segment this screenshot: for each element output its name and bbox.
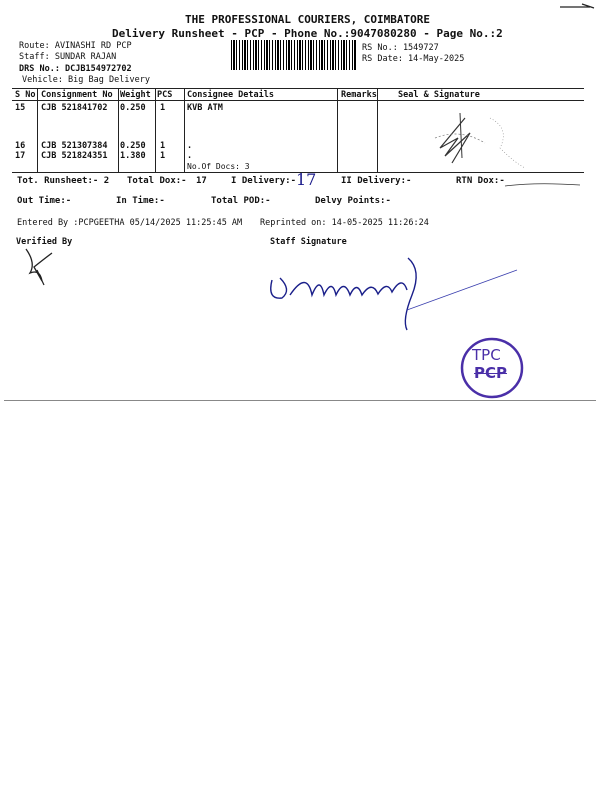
seal-signature-scribble [430, 108, 530, 178]
runsheet-subtitle: Delivery Runsheet - PCP - Phone No.:9047080280 - Page No.:2 [112, 27, 503, 40]
table-row-consignment: CJB 521841702 [41, 103, 108, 113]
barcode [231, 40, 357, 70]
col-divider [155, 88, 156, 172]
rs-number: RS No.: 1549727 [362, 43, 439, 53]
col-header-pcs: PCS [157, 90, 173, 100]
table-row-pcs: 1 [160, 141, 166, 151]
table-header-border [12, 100, 584, 101]
table-row-weight: 0.250 [120, 103, 146, 113]
rtn-dox-label: RTN Dox:- [456, 176, 505, 186]
col-header-seal-signature: Seal & Signature [398, 90, 480, 100]
route-label: Route: AVINASHI RD PCP [19, 41, 132, 51]
reprinted-on: Reprinted on: 14-05-2025 11:26:24 [260, 218, 429, 228]
col-divider [337, 88, 338, 172]
table-row-weight: 1.380 [120, 151, 146, 161]
drs-number: DRS No.: DCJB154972702 [19, 64, 132, 74]
i-delivery-label: I Delivery:- [231, 176, 297, 186]
page-bottom-divider [4, 400, 596, 401]
col-header-weight: Weight [120, 90, 151, 100]
table-row-pcs: 1 [160, 151, 166, 161]
top-scribble-mark [560, 2, 600, 12]
stamp-line2: PCP [474, 364, 507, 382]
table-row-sno: 17 [15, 151, 26, 161]
table-row-sno: 16 [15, 141, 26, 151]
stamp-line1: TPC [472, 346, 501, 364]
ii-delivery-label: II Delivery:- [341, 176, 412, 186]
entered-by: Entered By :PCPGEETHA 05/14/2025 11:25:45 AM [17, 218, 243, 228]
i-delivery-handwritten: 17 [296, 170, 317, 189]
col-header-consignee: Consignee Details [187, 90, 274, 100]
rtn-dox-scribble [505, 180, 585, 192]
verified-by-label: Verified By [16, 237, 73, 247]
total-pod-label: Total POD:- [211, 196, 271, 206]
table-row-consignment: CJB 521824351 [41, 151, 108, 161]
col-header-sno: S No [15, 90, 36, 100]
col-header-consignment: Consignment No [41, 90, 113, 100]
total-dox-value: 17 [196, 176, 207, 186]
total-dox-label: Total Dox:- [127, 176, 187, 186]
out-time-label: Out Time:- [17, 196, 72, 206]
table-row-consignee: . [187, 141, 193, 151]
col-divider [118, 88, 119, 172]
col-divider [37, 88, 38, 172]
table-row-weight: 0.250 [120, 141, 146, 151]
table-row-pcs: 1 [160, 103, 166, 113]
company-name: THE PROFESSIONAL COURIERS, COIMBATORE [185, 13, 431, 26]
rs-date: RS Date: 14-May-2025 [362, 54, 465, 64]
staff-signature-label: Staff Signature [270, 237, 347, 247]
table-top-border [12, 88, 584, 89]
table-row-consignment: CJB 521307384 [41, 141, 108, 151]
col-divider [184, 88, 185, 172]
col-header-remarks: Remarks [341, 90, 377, 100]
staff-handwritten-signature [262, 250, 522, 340]
delvy-points-label: Delvy Points:- [315, 196, 391, 206]
table-row-sno: 15 [15, 103, 26, 113]
total-runsheet: Tot. Runsheet:- 2 [17, 176, 110, 186]
verified-by-signature [22, 245, 62, 290]
table-row-consignee: . [187, 151, 193, 161]
in-time-label: In Time:- [116, 196, 165, 206]
no-of-docs: No.Of Docs: 3 [187, 162, 250, 171]
col-divider [377, 88, 378, 172]
vehicle-label: Vehicle: Big Bag Delivery [22, 75, 150, 85]
staff-label: Staff: SUNDAR RAJAN [19, 52, 117, 62]
table-row-consignee: KVB ATM [187, 103, 223, 113]
